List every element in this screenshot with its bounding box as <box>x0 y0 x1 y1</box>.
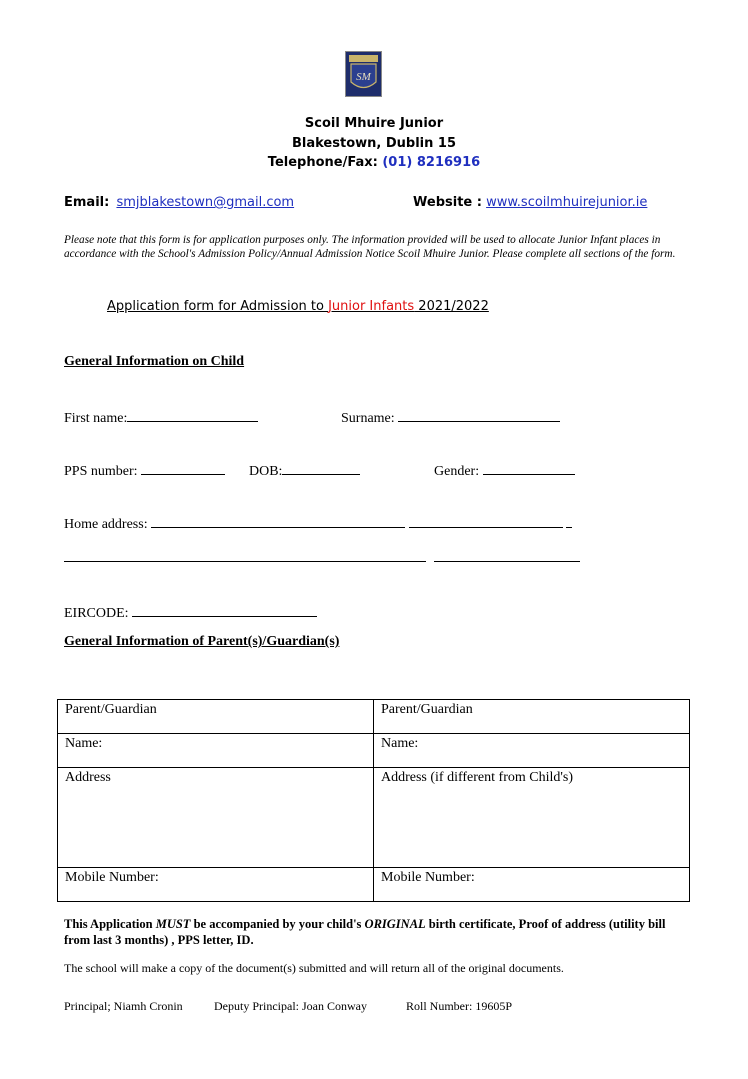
gender-input-line[interactable] <box>483 460 575 475</box>
home-address-field <box>64 513 572 533</box>
parent-guardian-2-title: Parent/Guardian <box>374 700 690 734</box>
form-title-highlight: Junior Infants <box>328 299 415 314</box>
first-name-label: First name: <box>64 411 128 426</box>
dob-input-line[interactable] <box>282 460 360 475</box>
table-row <box>58 868 690 902</box>
school-name: Scoil Mhuire Junior <box>304 116 444 131</box>
requirements-part3: birth certificate, Proof of address (utility bill from last 3 months) , PPS letter, ID. <box>64 917 666 947</box>
parent-2-address-cell[interactable]: Address (if different from Child's) <box>374 768 690 868</box>
home-address-line-1c <box>566 513 572 528</box>
home-address-label: Home address: <box>64 517 148 532</box>
parent-2-name-cell[interactable]: Name: <box>374 734 690 768</box>
requirements-must: MUST <box>155 917 191 931</box>
home-address-line-1a[interactable] <box>151 513 405 528</box>
requirements-part1: This Application <box>64 917 156 931</box>
surname-field <box>341 407 560 427</box>
telephone-value: (01) 8216916 <box>382 155 481 170</box>
pps-label: PPS number: <box>64 464 138 479</box>
first-name-input-line[interactable] <box>127 407 258 422</box>
requirements-part2: be accompanied by your child's <box>190 917 365 931</box>
requirements-text <box>64 916 684 948</box>
parent-guardian-table <box>57 699 690 902</box>
principal-text: Principal; Niamh Cronin <box>64 999 183 1013</box>
eircode-input-line[interactable] <box>132 602 317 617</box>
roll-number-text: Roll Number: 19605P <box>406 999 513 1013</box>
parent-section-heading: General Information of Parent(s)/Guardian(s) <box>64 634 340 649</box>
telephone-label: Telephone/Fax: <box>267 155 378 170</box>
pps-input-line[interactable] <box>141 460 225 475</box>
table-row <box>58 768 690 868</box>
email-line <box>64 195 294 210</box>
crest-icon <box>346 52 381 96</box>
requirements-original: ORIGINAL <box>364 917 426 931</box>
parent-guardian-1-title: Parent/Guardian <box>58 700 374 734</box>
dob-label: DOB: <box>249 464 283 479</box>
surname-input-line[interactable] <box>398 407 560 422</box>
form-title-prefix: Application form for Admission to <box>107 299 329 314</box>
parent-1-address-cell[interactable]: Address <box>58 768 374 868</box>
email-label: Email: <box>64 195 110 210</box>
email-link[interactable]: smjblakestown@gmail.com <box>116 195 295 210</box>
parent-1-mobile-cell[interactable]: Mobile Number: <box>58 868 374 902</box>
parent-2-mobile-cell[interactable]: Mobile Number: <box>374 868 690 902</box>
school-crest-logo <box>345 51 382 97</box>
table-row <box>58 734 690 768</box>
website-line <box>413 195 647 210</box>
form-title <box>107 299 489 314</box>
website-label: Website : <box>413 195 482 210</box>
first-name-field <box>64 407 258 427</box>
home-address-line-1b[interactable] <box>409 513 563 528</box>
parent-1-name-cell[interactable]: Name: <box>58 734 374 768</box>
eircode-field <box>64 602 317 622</box>
child-section-heading: General Information on Child <box>64 354 245 369</box>
dob-field <box>249 460 360 480</box>
copy-note: The school will make a copy of the document(s) submitted and will return all of the original documents. <box>64 961 564 975</box>
deputy-principal-text: Deputy Principal: Joan Conway <box>214 999 367 1013</box>
eircode-label: EIRCODE: <box>64 606 129 621</box>
form-title-suffix: 2021/2022 <box>414 299 489 314</box>
telephone-line <box>0 155 748 170</box>
notice-text: Please note that this form is for application purposes only. The information provided will be used to allocate Junior Infant places in accordance with the School's Admission Policy/Annual Admission Notice Scoil Mhuire Junior. Please complete all sections of the form. <box>64 234 676 260</box>
school-location: Blakestown, Dublin 15 <box>292 136 456 151</box>
website-link[interactable]: www.scoilmhuirejunior.ie <box>486 195 648 210</box>
pps-field <box>64 460 225 480</box>
svg-text:SM: SM <box>356 71 371 83</box>
surname-label: Surname: <box>341 411 395 426</box>
gender-label: Gender: <box>434 464 480 479</box>
table-row <box>58 700 690 734</box>
home-address-field-2 <box>64 547 580 567</box>
home-address-line-2a[interactable] <box>64 547 426 562</box>
gender-field <box>434 460 575 480</box>
home-address-line-2b[interactable] <box>434 547 580 562</box>
